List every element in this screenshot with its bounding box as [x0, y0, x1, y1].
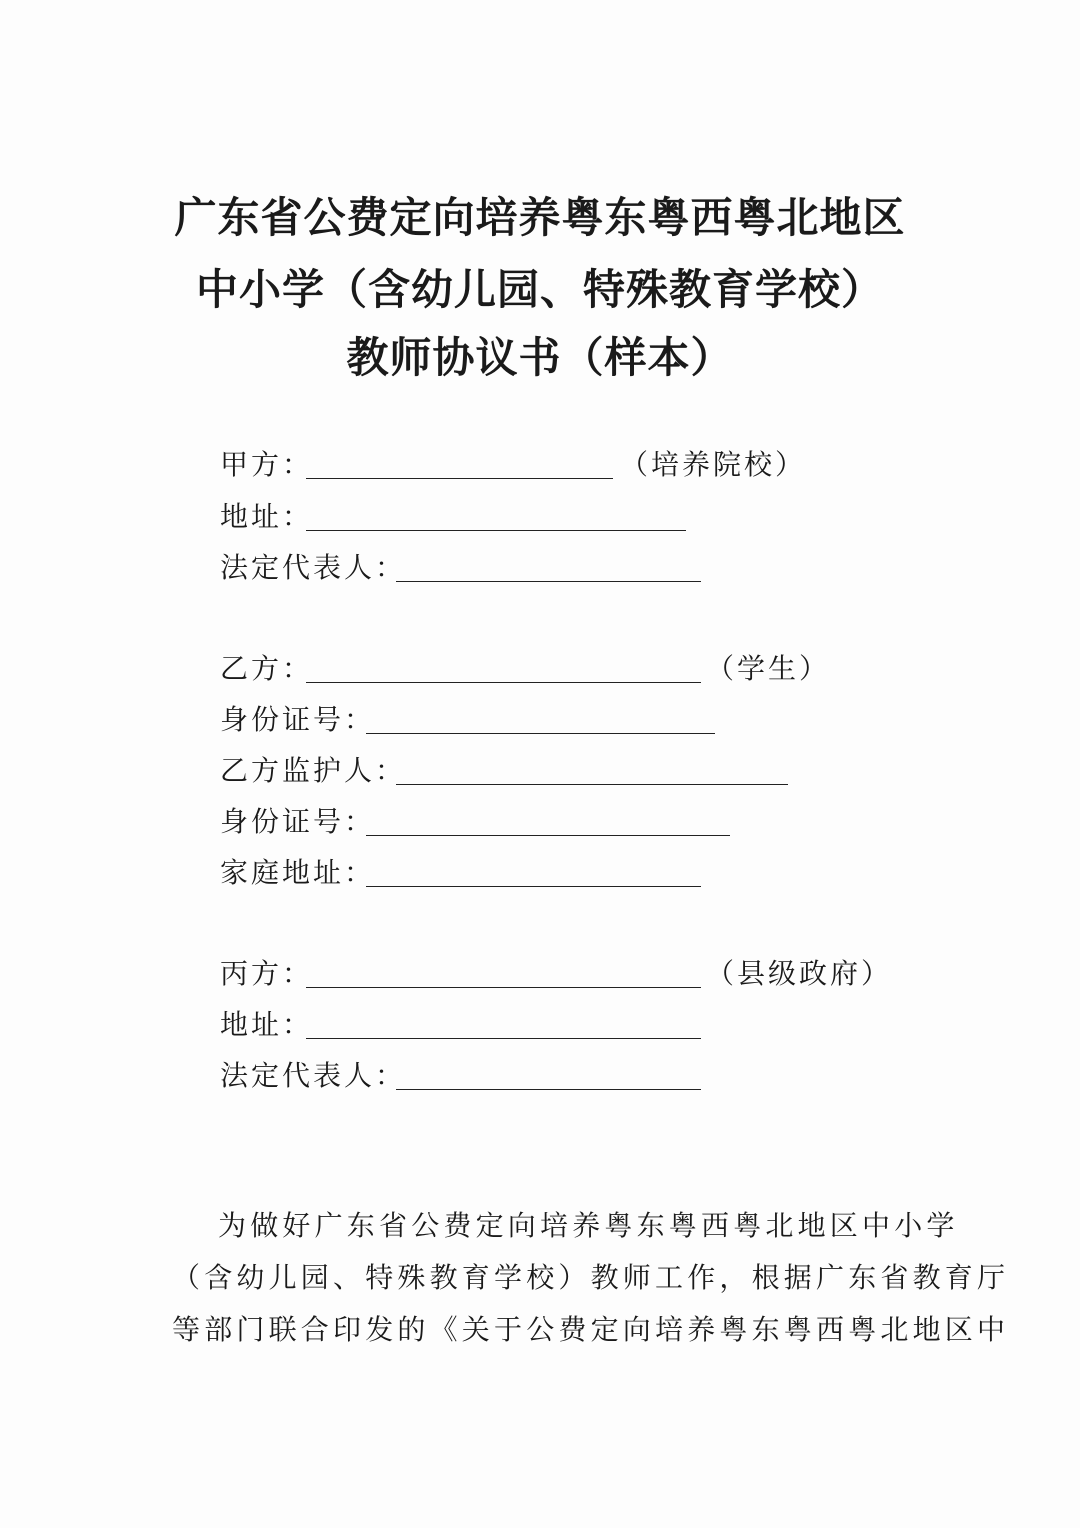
party-b-note: （学生）: [706, 652, 831, 685]
document-title-line-1: 广东省公费定向培养粤东粤西粤北地区: [174, 193, 906, 242]
party-a-rep-label: 法定代表人：: [220, 551, 407, 584]
party-b-guardian-label: 乙方监护人：: [220, 754, 407, 787]
party-c-address-blank[interactable]: [306, 1038, 701, 1039]
party-b-guardian-blank[interactable]: [396, 784, 788, 785]
body-paragraph-line-3: 等部门联合印发的《关于公费定向培养粤东粤西粤北地区中: [172, 1313, 1010, 1346]
party-b-id-blank[interactable]: [366, 733, 715, 734]
party-c-rep-label: 法定代表人：: [220, 1059, 407, 1092]
party-b-blank[interactable]: [306, 682, 701, 683]
party-b-home-label: 家庭地址：: [220, 856, 376, 889]
party-b-home-blank[interactable]: [366, 886, 701, 887]
party-a-address-blank[interactable]: [306, 530, 686, 531]
party-a-label: 甲方：: [220, 448, 314, 481]
party-b-guardian-id-blank[interactable]: [366, 835, 730, 836]
party-c-address-label: 地址：: [220, 1008, 314, 1041]
document-title-line-2: 中小学（含幼儿园、特殊教育学校）: [195, 265, 884, 314]
party-c-rep-blank[interactable]: [396, 1089, 701, 1090]
body-paragraph-line-1: 为做好广东省公费定向培养粤东粤西粤北地区中小学: [218, 1209, 959, 1242]
party-c-label: 丙方：: [220, 957, 314, 990]
party-a-note: （培养院校）: [620, 448, 807, 481]
party-b-id-label: 身份证号：: [220, 703, 376, 736]
body-paragraph-line-2: （含幼儿园、特殊教育学校）教师工作，根据广东省教育厅: [172, 1261, 1010, 1294]
party-c-blank[interactable]: [306, 987, 701, 988]
party-b-label: 乙方：: [220, 652, 314, 685]
party-a-blank[interactable]: [306, 478, 613, 479]
document-title-line-3: 教师协议书（样本）: [346, 333, 734, 382]
party-a-rep-blank[interactable]: [396, 581, 701, 582]
party-a-address-label: 地址：: [220, 500, 314, 533]
party-b-guardian-id-label: 身份证号：: [220, 805, 376, 838]
party-c-note: （县级政府）: [706, 957, 893, 990]
